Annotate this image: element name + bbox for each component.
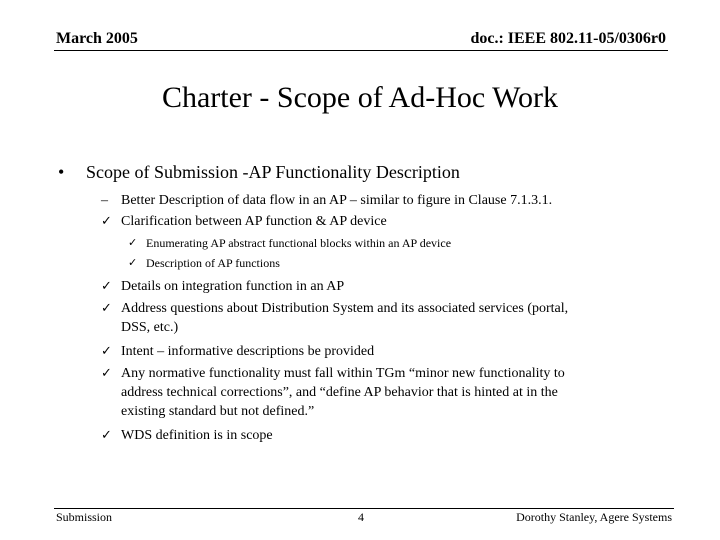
header-doc-id: doc.: IEEE 802.11-05/0306r0 [470,30,666,47]
checkmark-icon: ✓ [101,214,112,229]
bullet-dot-icon: • [58,162,65,182]
list-item-text: Clarification between AP function & AP device [121,214,387,229]
list-item-text-line2: address technical corrections”, and “define AP behavior that is hinted at in the [121,385,558,400]
footer-page-number: 4 [358,510,364,524]
list-item-text-line1: Any normative functionality must fall within TGm “minor new functionality to [121,366,565,381]
sub-item-text: Description of AP functions [146,256,280,270]
sub-item-text: Enumerating AP abstract functional blocks within an AP device [146,236,452,250]
list-item-text: Better Description of data flow in an AP – similar to figure in Clause 7.1.3.1. [121,193,553,208]
checkmark-icon: ✓ [101,301,112,316]
checkmark-icon: ✓ [128,236,138,249]
header-rule [54,50,668,51]
list-item-text-line1: Address questions about Distribution System and its associated services (portal, [121,301,569,316]
footer-author: Dorothy Stanley, Agere Systems [516,510,672,524]
list-item-text-line3: existing standard but not defined.” [121,404,315,419]
list-item-text-line2: DSS, etc.) [121,320,179,335]
checkmark-icon: ✓ [101,279,112,294]
checkmark-icon: ✓ [101,344,112,359]
checkmark-icon: ✓ [101,428,112,443]
header-date: March 2005 [56,30,138,47]
list-item-text: WDS definition is in scope [121,428,273,443]
list-item-text: Details on integration function in an AP [121,279,345,294]
list-item-text: Intent – informative descriptions be provided [121,344,375,359]
slide-title: Charter - Scope of Ad-Hoc Work [161,81,559,114]
bullet-main-text: Scope of Submission -AP Functionality Description [86,162,460,182]
footer-rule [54,508,674,509]
dash-icon: – [101,193,108,208]
footer-submission: Submission [56,510,113,524]
checkmark-icon: ✓ [101,366,112,381]
checkmark-icon: ✓ [128,256,138,269]
